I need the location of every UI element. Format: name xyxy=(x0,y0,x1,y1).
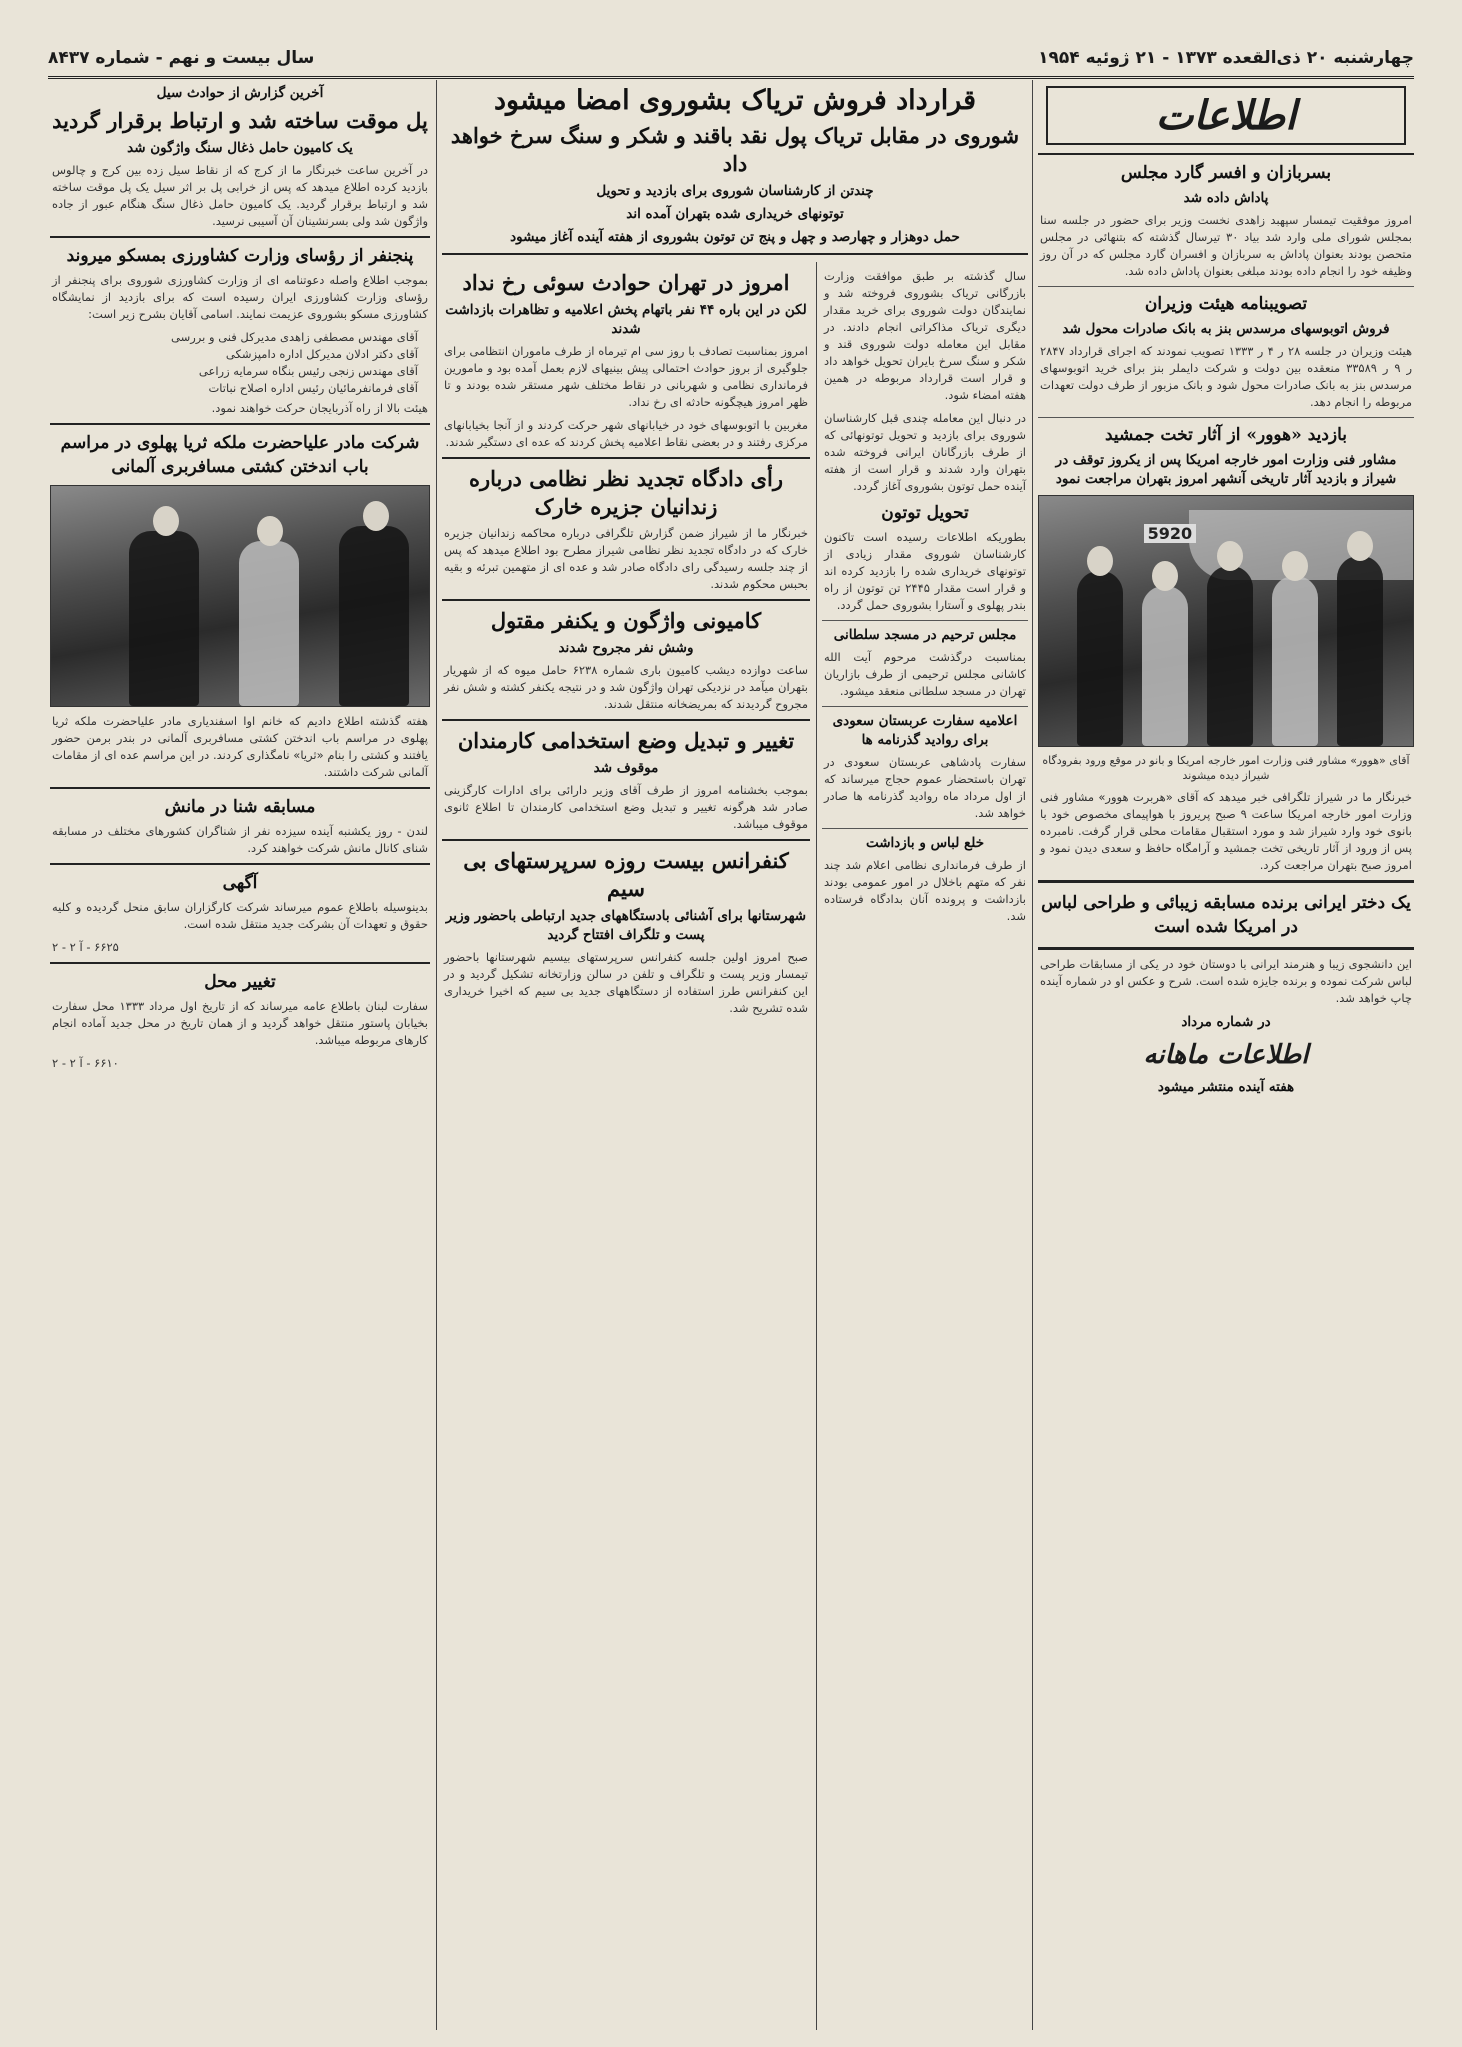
name-list-item: آقای مهندس زنجی رئیس بنگاه سرمایه زراعی xyxy=(198,364,418,378)
news-photo xyxy=(1038,495,1414,747)
center-right-column xyxy=(820,265,1030,2030)
article-body: سفارت پادشاهی عربستان سعودی در تهران باستحضار عموم حجاج میرساند که از اول مرداد ماه روادید گذرنامه ها صادر خواهد شد. xyxy=(824,755,1026,820)
issue-date: چهارشنبه ۲۰ ذی‌القعده ۱۳۷۳ - ۲۱ ژوئیه ۱۹۵۴ xyxy=(1038,48,1414,68)
article-title: پل موقت ساخته شد و ارتباط برقرار گردید xyxy=(52,108,428,133)
article-title: کامیونی واژگون و یکنفر مقتول xyxy=(490,608,762,633)
article-body: امروز بمناسبت تصادف با روز سی ام تیرماه از طرف ماموران انتظامی برای جلوگیری از بروز حوادث احتمالی پیش بینیهای لازم بعمل آمده بود و مامورین فرمانداری نظامی و شهربانی در نقاط مختلف شهر مستقر شده بودند و تا ظهر امروز هیچگونه حادثه ای رخ نداد. xyxy=(444,344,808,409)
article-body: مغربین با اتوبوسهای خود در خیابانهای شهر حرکت کردند و از آنجا بخیابانهای مرکزی رفتند و در بعضی نقاط اعلامیه پخش کردند که عده ای دستگیر شدند. xyxy=(444,418,808,449)
article-kicker: آخرین گزارش از حوادث سیل xyxy=(156,85,324,101)
magazine-ad-note: هفته آینده منتشر میشود xyxy=(1157,1079,1295,1095)
article-body: بموجب بخشنامه امروز از طرف آقای وزیر دارائی برای ادارات کارگزینی صادر شد هرگونه تغییر و تبدیل وضع استخدامی کارمندان تا اطلاع ثانوی موقوف میباشد. xyxy=(444,783,808,831)
article-body: این دانشجوی زیبا و هنرمند ایرانی با دوستان خود در یکی از مسابقات طراحی لباس شرکت نموده و برنده جایزه شده است. شرح و عکس او در شماره آینده چاپ خواهد شد. xyxy=(1040,957,1412,1005)
notice-title: آگهی xyxy=(222,873,258,893)
article-body: صبح امروز اولین جلسه کنفرانس سرپرستهای بیسیم شهرستانها باحضور تیمسار وزیر پست و تلگراف و تلفن در سالن وزارتخانه تشکیل گردید و در این کنفرانس طرز استفاده از دستگاههای جدید بی سیم که اخیرا خریداری شده تشریح شد. xyxy=(444,950,808,1015)
article-note: در شماره مرداد xyxy=(1181,1014,1271,1030)
notice-body: بدینوسیله باطلاع عموم میرساند شرکت کارگزاران سابق منحل گردیده و کلیه حقوق و تعهدات آن بشرکت جدید منتقل شده است. xyxy=(52,900,428,931)
page-header xyxy=(48,40,1414,79)
article-body: سال گذشته بر طبق موافقت وزارت بازرگانی تریاک بشوروی فروخته شد و نمایندگان دولت شوروی برای خرید مقدار دیگری تریاک مذاکراتی انجام دادند. در مقابل این معامله دولت شوروی قند و شکر و سنگ سرخ بایران تحویل خواهد داد و قرار است قرارداد مربوطه در همین هفته امضاء شود. xyxy=(824,269,1026,402)
article-body: در آخرین ساعت خبرنگار ما از کرج که از نقاط سیل زده بین کرج و چالوس بازدید کرده اطلاع میدهد که پس از خرابی پل بر اثر سیل یک پل موقت ساخته شد و ارتباط برقرار گردید. یک کامیون حامل ذغال سنگ هنگام عبور از جاده واژگون شد ولی بسرنشینان آن آسیبی نرسید. xyxy=(52,163,428,228)
article-body: خبرنگار ما از شیراز ضمن گزارش تلگرافی درباره محاکمه زندانیان جزیره خارک که در دادگاه تجدید نظر نظامی شیراز مطرح بود اطلاع میدهد که پس از چند جلسه رسیدگی رای دادگاه صادر شد و عده ای از متهمین تبرئه و بقیه بحبس محکوم شدند. xyxy=(444,526,808,591)
article-title: پنجنفر از رؤسای وزارت کشاورزی بمسکو میروند xyxy=(66,246,414,266)
article-body: امروز موفقیت تیمسار سپهبد زاهدی نخست وزیر برای حضور در جلسه سنا بمجلس شورای ملی وارد شد بیاد ۳۰ تیرسال گذشته که بتنهائی در مجلس متحصن بودند بعنوان پاداش به سربازان و افسران گارد مجلس که در آن روز وظیفه خود را انجام داده بودند مبلغی بعنوان پاداش داده شد. xyxy=(1040,213,1412,278)
lead-headline: قرارداد فروش تریاک بشوروی امضا میشود xyxy=(493,85,977,116)
article-title: کنفرانس بیست روزه سرپرستهای بی سیم xyxy=(463,848,789,901)
article-title: رأی دادگاه تجدید نظر نظامی درباره زندانیان جزیره خارک xyxy=(469,466,783,519)
article-note: هیئت بالا از راه آذربایجان حرکت خواهند نمود. xyxy=(211,401,428,415)
article-body: هفته گذشته اطلاع دادیم که خانم اوا اسفندیاری مادر علیاحضرت ملکه ثریا پهلوی در مراسم باب اندختن کشتی مسافربری آلمانی در بندر برمن حضور یافتند و کشتی را بنام «ثریا» نامگذاری کردند. در این مراسم عده ای از مقامات آلمانی شرکت داشتند. xyxy=(52,714,428,779)
article-subtitle: فروش اتوبوسهای مرسدس بنز به بانک صادرات محول شد xyxy=(1062,321,1390,337)
section-heading: خلع لباس و بازداشت xyxy=(865,835,985,851)
section-heading: تحویل توتون xyxy=(881,503,969,523)
lead-deck: توتونهای خریداری شده بتهران آمده اند xyxy=(626,206,844,222)
article-subtitle: موقوف شد xyxy=(593,760,659,776)
article-title: شرکت مادر علیاحضرت ملکه ثریا پهلوی در مراسم باب اندختن کشتی مسافربری آلمانی xyxy=(60,433,420,477)
notice-reference: ۶۶۱۰ - آ ۲ - ۲ xyxy=(52,1056,119,1070)
article-subtitle: لکن در این باره ۴۴ نفر باتهام پخش اعلامیه و تظاهرات بازداشت شدند xyxy=(445,302,807,337)
lead-deck: حمل دوهزار و چهارصد و چهل و پنج تن توتون بشوروی از هفته آینده آغاز میشود xyxy=(510,229,960,245)
article-subtitle: شهرستانها برای آشنائی بادستگاههای جدید ارتباطی باحضور وزیر پست و تلگراف افتتاح گردید xyxy=(445,908,807,943)
article-title: مسابقه شنا در مانش xyxy=(164,797,316,817)
center-left-column xyxy=(440,265,812,2030)
article-title: یک دختر ایرانی برنده مسابقه زیبائی و طراحی لباس در امریکا شده است xyxy=(1041,893,1411,937)
article-body: بطوریکه اطلاعات رسیده است تاکنون کارشناسان شوروی مقدار زیادی از توتونهای خریداری شده را بازدید کرده اند و قرار است مقدار ۲۴۴۵ تن توتون از راه بندر پهلوی و آستارا بشوروی حمل گردد. xyxy=(824,530,1027,612)
magazine-ad-logo: اطلاعات ماهانه xyxy=(1143,1040,1309,1070)
right-column xyxy=(1036,80,1416,2030)
article-subtitle: مشاور فنی وزارت امور خارجه امریکا پس از یکروز توقف در شیراز و بازدید آثار تاریخی آنشهر امروز بتهران مراجعت نمود xyxy=(1055,452,1397,487)
article-title: تغییر و تبدیل وضع استخدامی کارمندان xyxy=(457,728,795,753)
section-heading: مجلس ترحیم در مسجد سلطانی xyxy=(833,627,1017,643)
article-body: از طرف فرمانداری نظامی اعلام شد چند نفر که متهم باخلال در امور عمومی بودند بازداشت و پرونده آنان بدادگاه فرستاده شد. xyxy=(824,858,1026,923)
name-list-item: آقای دکتر ادلان مدیرکل اداره دامپزشکی xyxy=(225,347,418,361)
notice-title: تغییر محل xyxy=(204,972,276,992)
notice-body: سفارت لبنان باطلاع عامه میرساند که از تاریخ اول مرداد ۱۳۳۳ محل سفارت بخیابان پاستور منتقل خواهد گردید و از همان تاریخ در محل جدید آماده انجام کارهای مربوطه میباشد. xyxy=(52,999,428,1047)
article-title: بازدید «هوور» از آثار تخت جمشید xyxy=(1104,425,1348,445)
aircraft-registration: 5920 xyxy=(1144,524,1197,543)
lead-subhead: شوروی در مقابل تریاک پول نقد باقند و شکر و سنگ سرخ خواهد داد xyxy=(450,123,1020,176)
news-photo xyxy=(50,485,430,707)
article-title: تصویبنامه هیئت وزیران xyxy=(1144,294,1308,314)
column-rule xyxy=(816,262,817,2030)
issue-number: سال بیست و نهم - شماره ۸۴۳۷ xyxy=(48,48,315,68)
article-subtitle: وشش نفر مجروح شدند xyxy=(558,640,694,656)
article-body: هیئت وزیران در جلسه ۲۸ ر ۴ ر ۱۳۳۳ تصویب نمودند که اجرای قرارداد ۲۸۴۷ ر ۹ ر ۳۳۵۸۹ منعقده بین دولت و شرکت دایملر بنز برای خرید اتوبوسهای مرسدس بنز به بانک صادرات محول شود و بانک مزبور از طرف دولت تعهدات مربوطه را انجام دهد. xyxy=(1040,344,1413,409)
article-body: ساعت دوازده دیشب کامیون باری شماره ۶۲۳۸ حامل میوه که از شهریار بتهران میآمد در نزدیکی تهران واژگون شد و در نتیجه یکنفر کشته و شش نفر مجروح گردیدند که بمریضخانه منتقل شدند. xyxy=(444,663,808,711)
notice-reference: ۶۶۲۵ - آ ۲ - ۲ xyxy=(52,940,119,954)
masthead-logo: اطلاعات xyxy=(1046,86,1406,145)
name-list-item: آقای فرمانفرمائیان رئیس اداره اصلاح نباتات xyxy=(208,381,418,395)
left-column xyxy=(48,80,432,2030)
article-body: بموجب اطلاع واصله دعوتنامه ای از وزارت کشاورزی شوروی برای پنجنفر از رؤسای وزارت کشاورزی ایران رسیده است که برای بازدید از نمایشگاه کشاورزی مسکو بشوروی عزیمت نمایند. اسامی آقایان بشرح زیر است: xyxy=(52,273,428,321)
photo-caption: آقای «هوور» مشاور فنی وزارت امور خارجه امریکا و بانو در موقع ورود بفرودگاه شیراز دیده میشوند xyxy=(1042,754,1410,782)
lead-deck: چندتن از کارشناسان شوروی برای بازدید و تحویل xyxy=(596,183,874,199)
name-list-item: آقای مهندس مصطفی زاهدی مدیرکل فنی و بررسی xyxy=(171,330,418,344)
section-heading: اعلامیه سفارت عربستان سعودی برای روادید گذرنامه ها xyxy=(832,713,1018,748)
column-rule xyxy=(1032,80,1033,2030)
article-title: بسربازان و افسر گارد مجلس xyxy=(1120,163,1332,183)
article-body: بمناسبت درگذشت مرحوم آیت الله کاشانی مجلس ترحیمی از طرف بازاریان تهران در مسجد سلطانی منعقد میشود. xyxy=(824,650,1026,698)
article-body: لندن - روز یکشنبه آینده سیزده نفر از شناگران کشورهای مختلف در مسابقه شنای کانال مانش شرکت خواهند کرد. xyxy=(52,824,428,855)
article-title: امروز در تهران حوادث سوئی رخ نداد xyxy=(462,270,790,295)
column-rule xyxy=(436,80,437,2030)
article-body: در دنبال این معامله چندی قبل کارشناسان شوروی برای بازدید و تحویل توتونهائی که از طرف بازرگانان ایرانی فروخته شده بتهران وارد شدند و قرار است از هفته آینده حمل توتون بشوروی آغاز گردد. xyxy=(824,411,1026,493)
article-subtitle: پاداش داده شد xyxy=(1183,190,1269,206)
article-subtitle: یک کامیون حامل ذغال سنگ واژگون شد xyxy=(127,140,353,156)
article-body: خبرنگار ما در شیراز تلگرافی خبر میدهد که آقای «هربرت هوور» مشاور فنی وزارت امور خارجه امریکا ساعت ۹ صبح پریروز با هواپیمای مخصوص خود با بانوی خود وارد شیراز شد و مورد استقبال مقامات محلی قرار گرفت. نامبرده پس از ورود از آثار تاریخی تخت جمشید و آرامگاه حافظ و سعدی دیدن نمود و امروز صبح بتهران مراجعت کرد. xyxy=(1040,790,1412,872)
lead-story-head xyxy=(440,80,1030,260)
